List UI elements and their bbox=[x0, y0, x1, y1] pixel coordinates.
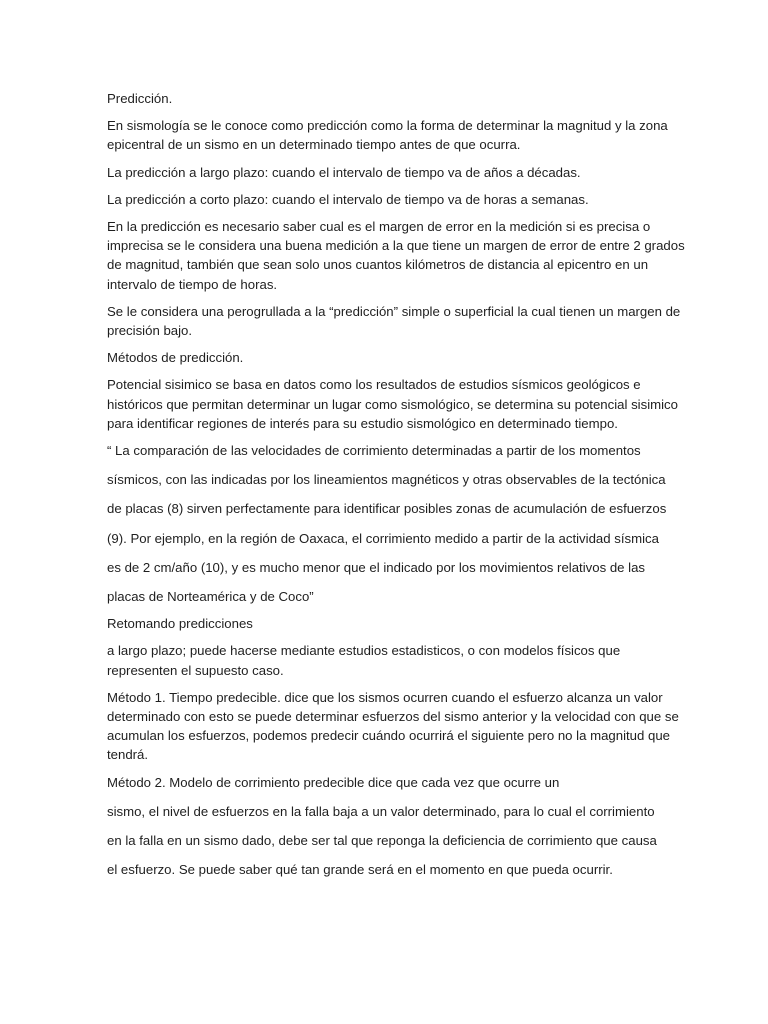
paragraph bbox=[107, 348, 663, 367]
document-body bbox=[107, 89, 685, 888]
paragraph bbox=[107, 116, 668, 154]
text-line: históricos que permitan determinar un lugar como sismológico, se determina su potencial sisimico bbox=[107, 396, 678, 412]
paragraph bbox=[107, 614, 663, 633]
text-line: el esfuerzo. Se puede saber qué tan grande será en el momento en que pueda ocurrir. bbox=[107, 862, 613, 878]
paragraph bbox=[107, 529, 663, 548]
paragraph bbox=[107, 470, 666, 489]
paragraph bbox=[107, 375, 678, 433]
text-line: En sismología se le conoce como predicción como la forma de determinar la magnitud y la zona bbox=[107, 118, 668, 134]
text-line: representen el supuesto caso. bbox=[107, 662, 284, 678]
text-line: Métodos de predicción. bbox=[107, 350, 244, 366]
paragraph bbox=[107, 163, 663, 182]
text-line: Retomando predicciones bbox=[107, 616, 253, 632]
text-line: sismo, el nivel de esfuerzos en la falla baja a un valor determinado, para lo cual el corrimiento bbox=[107, 803, 655, 819]
paragraph bbox=[107, 499, 667, 518]
text-line: Método 2. Modelo de corrimiento predecible dice que cada vez que ocurre un bbox=[107, 774, 560, 790]
paragraph bbox=[107, 558, 663, 577]
paragraph bbox=[107, 802, 663, 821]
paragraph bbox=[107, 688, 679, 765]
paragraph bbox=[107, 89, 663, 108]
text-line: (9). Por ejemplo, en la región de Oaxaca, el corrimiento medido a partir de la actividad sísmica bbox=[107, 530, 659, 546]
paragraph bbox=[107, 217, 685, 294]
text-line: Se le considera una perogrullada a la “predicción” simple o superficial la cual tienen un margen de bbox=[107, 303, 681, 319]
text-line: intervalo de tiempo de horas. bbox=[107, 276, 278, 292]
paragraph bbox=[107, 190, 663, 209]
paragraph bbox=[107, 641, 663, 679]
text-line: sísmicos, con las indicadas por los lineamientos magnéticos y otras observables de la tectónica bbox=[107, 472, 666, 488]
paragraph bbox=[107, 773, 663, 792]
paragraph bbox=[107, 441, 663, 460]
text-line: La predicción a largo plazo: cuando el intervalo de tiempo va de años a décadas. bbox=[107, 164, 581, 180]
text-line: para identificar regiones de interés para su estudio sismológico en determinado tiempo. bbox=[107, 415, 618, 431]
text-line: tendrá. bbox=[107, 747, 149, 763]
paragraph bbox=[107, 831, 663, 850]
paragraph bbox=[107, 302, 681, 340]
text-line: En la predicción es necesario saber cual es el margen de error en la medición si es precisa o bbox=[107, 219, 651, 235]
text-line: acumulan los esfuerzos, podemos predecir cuándo ocurrirá el siguiente pero no la magnitud que bbox=[107, 728, 670, 744]
text-line: Método 1. Tiempo predecible. dice que los sismos ocurren cuando el esfuerzo alcanza un valor bbox=[107, 689, 663, 705]
text-line: Predicción. bbox=[107, 91, 173, 106]
text-line: precisión bajo. bbox=[107, 323, 193, 339]
text-line: La predicción a corto plazo: cuando el intervalo de tiempo va de horas a semanas. bbox=[107, 191, 589, 207]
paragraph bbox=[107, 587, 663, 606]
text-line: imprecisa se le considera una buena medición a la que tiene un margen de error de entre 2 grados bbox=[107, 238, 685, 254]
text-line: determinado con esto se puede determinar esfuerzos del sismo anterior y la velocidad con que se bbox=[107, 709, 679, 725]
text-line: de magnitud, también que sean solo unos cuantos kilómetros de distancia al epicentro en un bbox=[107, 257, 649, 273]
text-line: en la falla en un sismo dado, debe ser tal que reponga la deficiencia de corrimiento que causa bbox=[107, 833, 657, 849]
text-line: es de 2 cm/año (10), y es mucho menor que el indicado por los movimientos relativos de las bbox=[107, 559, 646, 575]
text-line: de placas (8) sirven perfectamente para identificar posibles zonas de acumulación de esfuerzos bbox=[107, 501, 667, 517]
paragraph bbox=[107, 860, 663, 879]
text-line: placas de Norteamérica y de Coco” bbox=[107, 589, 314, 605]
text-line: epicentral de un sismo en un determinado tiempo antes de que ocurra. bbox=[107, 137, 521, 153]
text-line: Potencial sisimico se basa en datos como los resultados de estudios sísmicos geológicos e bbox=[107, 377, 641, 393]
text-line: a largo plazo; puede hacerse mediante estudios estadisticos, o con modelos físicos que bbox=[107, 643, 621, 659]
text-line: “ La comparación de las velocidades de corrimiento determinadas a partir de los momentos bbox=[107, 443, 641, 459]
